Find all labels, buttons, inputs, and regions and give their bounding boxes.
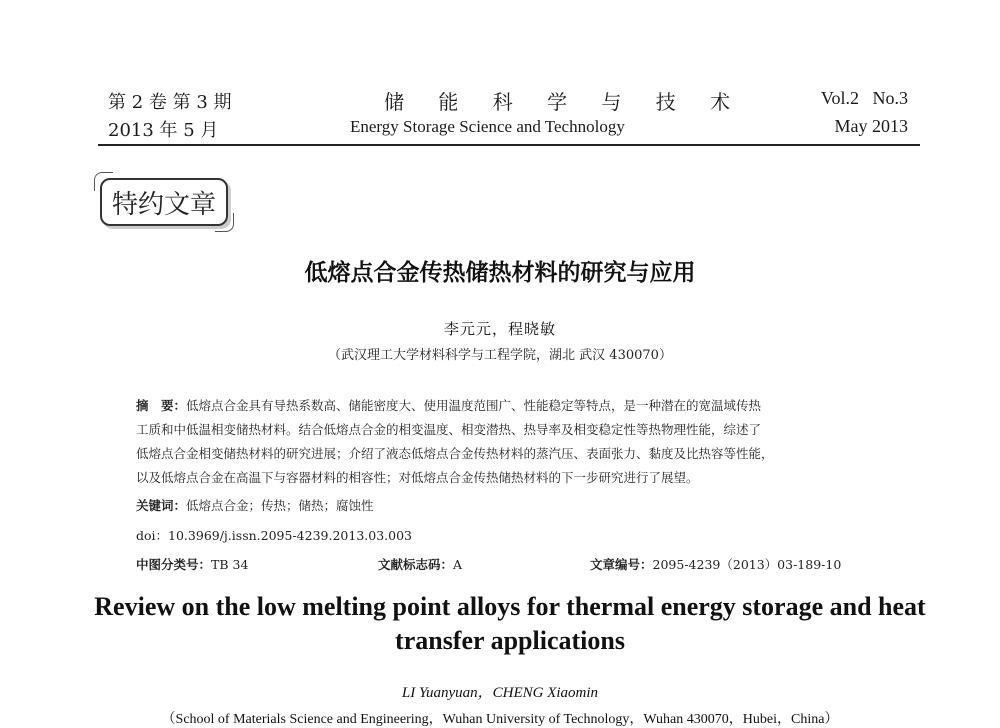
journal-title-cn: 储 能 科 学 与 技 术 <box>384 90 745 114</box>
abstract-cn <box>136 394 888 490</box>
affiliation-cn: （武汉理工大学材料科学与工程学院，湖北 武汉 430070） <box>328 348 672 363</box>
authors-en: LI Yuanyuan，CHENG Xiaomin <box>401 685 599 701</box>
affiliation-en: （School of Materials Science and Engineering，Wuhan University of Technology，Wuhan 430070，Hubei，China） <box>161 712 839 727</box>
authors-cn: 李元元，程晓敏 <box>443 320 556 338</box>
volume-issue-en: Vol.2 No.3 <box>820 88 908 108</box>
abstract-line: 以及低熔点合金在高温下与容器材料的相容性；对低熔点合金传热储热材料的下一步研究进行了展望。 <box>136 470 699 485</box>
header-rule <box>98 144 920 146</box>
doi: doi：10.3969/j.issn.2095-4239.2013.03.003 <box>136 528 412 543</box>
date-cn: 2013 年 5 月 <box>108 120 219 141</box>
abstract-line: 低熔点合金相变储热材料的研究进展；介绍了液态低熔点合金传热材料的蒸汽压、表面张力、黏度及比热容等性能， <box>136 446 774 461</box>
abstract-label: 摘 要： <box>136 398 187 413</box>
special-article-badge: 特约文章 <box>100 178 228 226</box>
keywords: 关键词：低熔点合金；传热；储热；腐蚀性 <box>136 498 374 513</box>
abstract-line: 工质和中低温相变储热材料。结合低熔点合金的相变温度、相变潜热、热导率及相变稳定性等热物理性能，综述了 <box>136 422 762 437</box>
journal-title-en: Energy Storage Science and Technology <box>350 117 625 136</box>
paper-title-en: Review on the low melting point alloys for thermal energy storage and heat transfer applications <box>94 592 926 655</box>
article-number: 文章编号：2095-4239（2013）03-189-10 <box>590 557 842 572</box>
paper-title-cn: 低熔点合金传热储热材料的研究与应用 <box>304 260 696 286</box>
document-code: 文献标志码：A <box>378 557 463 572</box>
date-en: May 2013 <box>834 116 908 136</box>
clc-number: 中图分类号：TB 34 <box>136 557 249 572</box>
abstract-line: 摘 要：低熔点合金具有导热系数高、储能密度大、使用温度范围广、性能稳定等特点，是一种潜在的宽温域传热 <box>136 398 762 413</box>
volume-issue-cn: 第 2 卷 第 3 期 <box>108 92 232 113</box>
